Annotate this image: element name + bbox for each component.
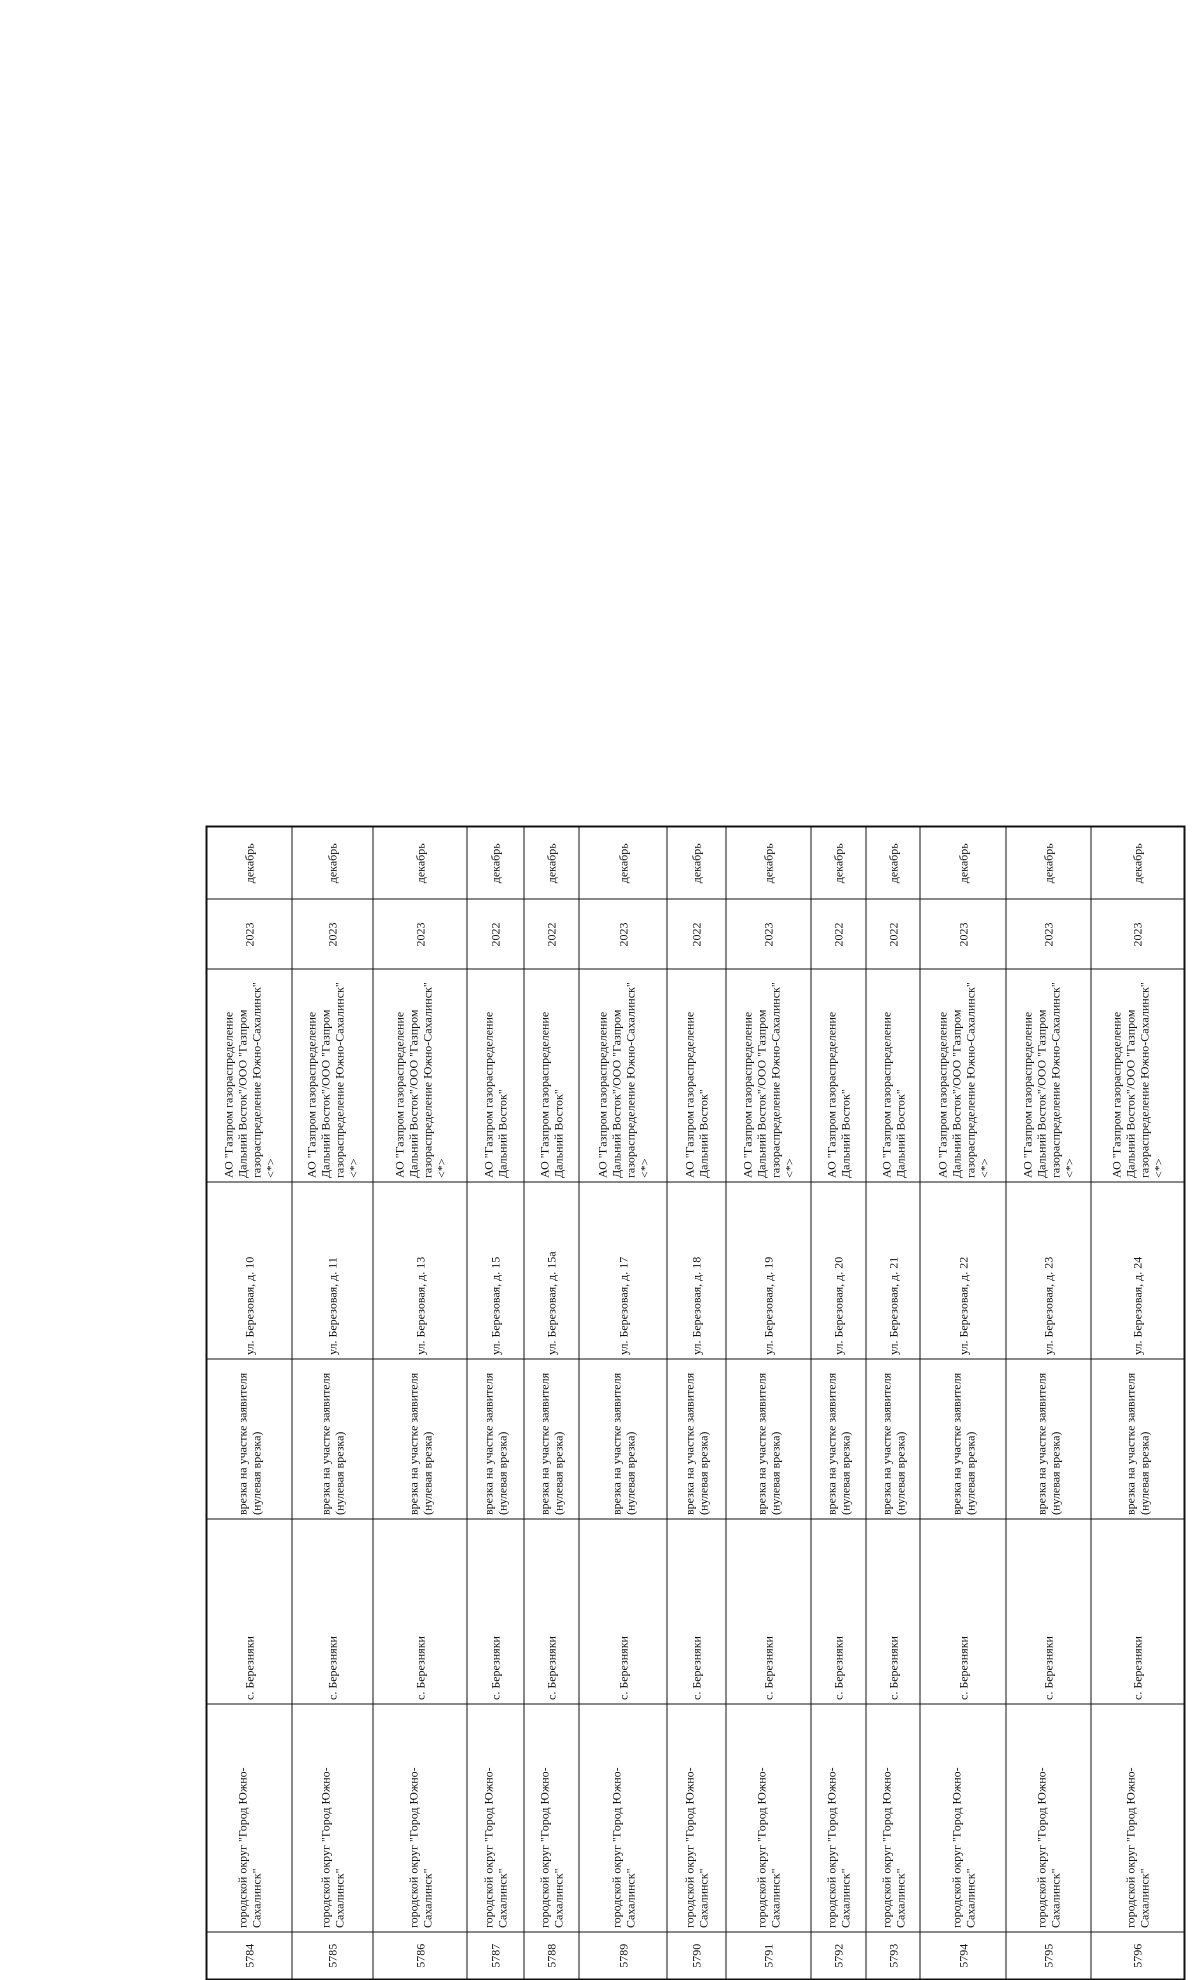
cell-settlement: с. Березняки (1091, 1519, 1184, 1704)
cell-month: декабрь (206, 826, 292, 899)
cell-number: 5791 (725, 1932, 811, 1979)
cell-month: декабрь (811, 826, 866, 899)
cell-address: ул. Березовая, д. 13 (373, 1182, 467, 1359)
table-row (725, 826, 811, 1979)
cell-settlement: с. Березняки (865, 1519, 920, 1704)
cell-number: 5792 (811, 1932, 866, 1979)
cell-connection-method: врезка на участке заявителя (нулевая врезка) (920, 1359, 1006, 1519)
cell-settlement: с. Березняки (292, 1519, 373, 1704)
cell-month: декабрь (920, 826, 1006, 899)
cell-number: 5785 (292, 1932, 373, 1979)
table-row (1091, 826, 1184, 1979)
table-row (667, 826, 726, 1979)
cell-gas-distribution-org: АО "Газпром газораспределение Дальний Восток" (467, 969, 524, 1182)
cell-connection-method: врезка на участке заявителя (нулевая врезка) (1091, 1359, 1184, 1519)
cell-month: декабрь (373, 826, 467, 899)
cell-number: 5787 (467, 1932, 524, 1979)
cell-month: декабрь (667, 826, 726, 899)
cell-connection-method: врезка на участке заявителя (нулевая врезка) (811, 1359, 866, 1519)
cell-district: городской округ "Город Южно-Сахалинск" (579, 1704, 667, 1932)
cell-settlement: с. Березняки (811, 1519, 866, 1704)
cell-address: ул. Березовая, д. 10 (206, 1182, 292, 1359)
cell-gas-distribution-org: АО "Газпром газораспределение Дальний Восток" (667, 969, 726, 1182)
cell-month: декабрь (865, 826, 920, 899)
cell-district: городской округ "Город Южно-Сахалинск" (811, 1704, 866, 1932)
cell-address: ул. Березовая, д. 11 (292, 1182, 373, 1359)
cell-number: 5786 (373, 1932, 467, 1979)
cell-year: 2022 (811, 899, 866, 969)
cell-address: ул. Березовая, д. 24 (1091, 1182, 1184, 1359)
cell-connection-method: врезка на участке заявителя (нулевая врезка) (292, 1359, 373, 1519)
cell-number: 5790 (667, 1932, 726, 1979)
cell-settlement: с. Березняки (667, 1519, 726, 1704)
cell-district: городской округ "Город Южно-Сахалинск" (467, 1704, 524, 1932)
cell-gas-distribution-org: АО "Газпром газораспределение Дальний Восток"/ООО "Газпром газораспределение Южно-Сахалинск" <*> (373, 969, 467, 1182)
cell-gas-distribution-org: АО "Газпром газораспределение Дальний Восток" (811, 969, 866, 1182)
cell-district: городской округ "Город Южно-Сахалинск" (725, 1704, 811, 1932)
cell-month: декабрь (1091, 826, 1184, 899)
rotated-table-wrapper (205, 827, 1185, 1980)
cell-connection-method: врезка на участке заявителя (нулевая врезка) (725, 1359, 811, 1519)
table-row (292, 826, 373, 1979)
cell-district: городской округ "Город Южно-Сахалинск" (1091, 1704, 1184, 1932)
cell-district: городской округ "Город Южно-Сахалинск" (865, 1704, 920, 1932)
cell-year: 2023 (579, 899, 667, 969)
cell-year: 2023 (920, 899, 1006, 969)
cell-district: городской округ "Город Южно-Сахалинск" (292, 1704, 373, 1932)
cell-month: декабрь (1005, 826, 1091, 899)
cell-district: городской округ "Город Южно-Сахалинск" (667, 1704, 726, 1932)
cell-gas-distribution-org: АО "Газпром газораспределение Дальний Восток" (523, 969, 579, 1182)
cell-gas-distribution-org: АО "Газпром газораспределение Дальний Восток"/ООО "Газпром газораспределение Южно-Сахалинск" <*> (920, 969, 1006, 1182)
cell-year: 2022 (523, 899, 579, 969)
cell-settlement: с. Березняки (523, 1519, 579, 1704)
cell-gas-distribution-org: АО "Газпром газораспределение Дальний Восток"/ООО "Газпром газораспределение Южно-Сахалинск" <*> (206, 969, 292, 1182)
cell-year: 2022 (467, 899, 524, 969)
cell-address: ул. Березовая, д. 18 (667, 1182, 726, 1359)
table-row (579, 826, 667, 1979)
cell-connection-method: врезка на участке заявителя (нулевая врезка) (865, 1359, 920, 1519)
cell-settlement: с. Березняки (373, 1519, 467, 1704)
cell-address: ул. Березовая, д. 17 (579, 1182, 667, 1359)
table-row (865, 826, 920, 1979)
table-row (523, 826, 579, 1979)
cell-month: декабрь (725, 826, 811, 899)
cell-settlement: с. Березняки (725, 1519, 811, 1704)
table-body (206, 826, 1184, 1979)
cell-gas-distribution-org: АО "Газпром газораспределение Дальний Восток"/ООО "Газпром газораспределение Южно-Сахалинск" <*> (1005, 969, 1091, 1182)
cell-gas-distribution-org: АО "Газпром газораспределение Дальний Восток"/ООО "Газпром газораспределение Южно-Сахалинск" <*> (579, 969, 667, 1182)
table-row (920, 826, 1006, 1979)
cell-year: 2023 (725, 899, 811, 969)
cell-month: декабрь (523, 826, 579, 899)
cell-number: 5793 (865, 1932, 920, 1979)
cell-gas-distribution-org: АО "Газпром газораспределение Дальний Восток" (865, 969, 920, 1182)
cell-month: декабрь (579, 826, 667, 899)
table-row (206, 826, 292, 1979)
cell-connection-method: врезка на участке заявителя (нулевая врезка) (373, 1359, 467, 1519)
cell-connection-method: врезка на участке заявителя (нулевая врезка) (579, 1359, 667, 1519)
table-row (467, 826, 524, 1979)
cell-year: 2023 (292, 899, 373, 969)
cell-year: 2023 (373, 899, 467, 969)
cell-district: городской округ "Город Южно-Сахалинск" (920, 1704, 1006, 1932)
cell-settlement: с. Березняки (467, 1519, 524, 1704)
table-row (1005, 826, 1091, 1979)
cell-address: ул. Березовая, д. 20 (811, 1182, 866, 1359)
cell-year: 2023 (1005, 899, 1091, 969)
cell-gas-distribution-org: АО "Газпром газораспределение Дальний Восток"/ООО "Газпром газораспределение Южно-Сахалинск" <*> (725, 969, 811, 1182)
cell-year: 2022 (667, 899, 726, 969)
cell-gas-distribution-org: АО "Газпром газораспределение Дальний Восток"/ООО "Газпром газораспределение Южно-Сахалинск" <*> (292, 969, 373, 1182)
table-row (811, 826, 866, 1979)
cell-gas-distribution-org: АО "Газпром газораспределение Дальний Восток"/ООО "Газпром газораспределение Южно-Сахалинск" <*> (1091, 969, 1184, 1182)
cell-connection-method: врезка на участке заявителя (нулевая врезка) (523, 1359, 579, 1519)
cell-district: городской округ "Город Южно-Сахалинск" (1005, 1704, 1091, 1932)
cell-address: ул. Березовая, д. 15 (467, 1182, 524, 1359)
cell-connection-method: врезка на участке заявителя (нулевая врезка) (667, 1359, 726, 1519)
cell-number: 5789 (579, 1932, 667, 1979)
gasification-table (205, 825, 1185, 1980)
cell-address: ул. Березовая, д. 23 (1005, 1182, 1091, 1359)
cell-connection-method: врезка на участке заявителя (нулевая врезка) (467, 1359, 524, 1519)
cell-number: 5784 (206, 1932, 292, 1979)
cell-district: городской округ "Город Южно-Сахалинск" (206, 1704, 292, 1932)
cell-connection-method: врезка на участке заявителя (нулевая врезка) (1005, 1359, 1091, 1519)
cell-settlement: с. Березняки (579, 1519, 667, 1704)
cell-year: 2023 (1091, 899, 1184, 969)
cell-connection-method: врезка на участке заявителя (нулевая врезка) (206, 1359, 292, 1519)
cell-year: 2022 (865, 899, 920, 969)
cell-address: ул. Березовая, д. 21 (865, 1182, 920, 1359)
cell-district: городской округ "Город Южно-Сахалинск" (373, 1704, 467, 1932)
cell-number: 5794 (920, 1932, 1006, 1979)
cell-number: 5788 (523, 1932, 579, 1979)
cell-number: 5795 (1005, 1932, 1091, 1979)
cell-settlement: с. Березняки (1005, 1519, 1091, 1704)
cell-month: декабрь (292, 826, 373, 899)
cell-number: 5796 (1091, 1932, 1184, 1979)
cell-settlement: с. Березняки (920, 1519, 1006, 1704)
cell-month: декабрь (467, 826, 524, 899)
cell-year: 2023 (206, 899, 292, 969)
cell-address: ул. Березовая, д. 22 (920, 1182, 1006, 1359)
cell-settlement: с. Березняки (206, 1519, 292, 1704)
table-row (373, 826, 467, 1979)
cell-address: ул. Березовая, д. 19 (725, 1182, 811, 1359)
cell-district: городской округ "Город Южно-Сахалинск" (523, 1704, 579, 1932)
cell-address: ул. Березовая, д. 15а (523, 1182, 579, 1359)
